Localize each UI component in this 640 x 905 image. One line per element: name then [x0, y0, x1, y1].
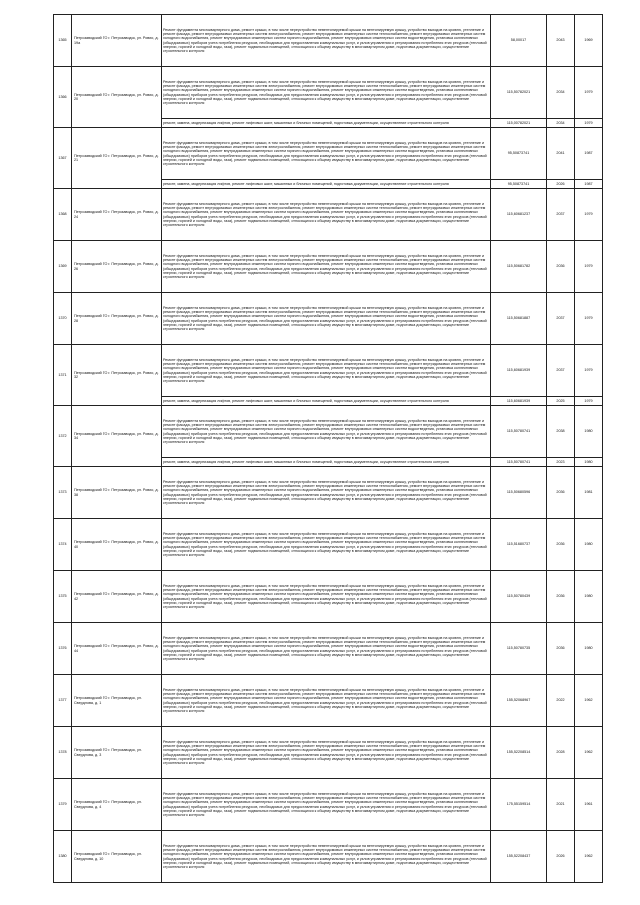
row-number: 1370 [54, 293, 72, 345]
lift-work-description: ремонт, замена, модернизация лифтов, ремонт лифтовых шахт, машинных и блочных помещений, подготовка документации, осуществление строительного контроля [162, 119, 491, 128]
lift-work-description: ремонт, замена, модернизация лифтов, ремонт лифтовых шахт, машинных и блочных помещений, подготовка документации, осуществление строительного контроля [162, 397, 491, 406]
work-description: Ремонт фундамента многоквартирного дома, ремонт крыши, в том числе переустройство невентилируемой крыши на вентилируемую крышу, устройство выходов на кровлю, утепление и ремонт фасада, ремонт внутридомовых инженерных систем электроснабжения, ремонт внутридомовых инженерных систем теплоснабжения, ремонт внутридомовых инженерных систем холодного водоснабжения, ремонт внутридомовых инженерных систем горячего водоснабжения, ремонт внутридомовых инженерных систем водоотведения, установка коллективных (общедомовых) приборов учета потребления ресурсов, необходимых для предоставления коммунальных услуг, и узлов управления и регулирования потребления этих ресурсов (тепловой энергии, горячей и холодной воды, газа), ремонт подвальных помещений, относящихся к общему имуществу в многоквартирном доме, подготовка документации, осуществление строительного контроля [162, 189, 491, 241]
cost-cell: 155,52208437 [491, 831, 547, 883]
lift-built-year-cell: 1987 [575, 180, 603, 189]
table-row [54, 675, 603, 727]
address-cell: Петрозаводский ГО г. Петрозаводск, ул. Ровио, д. 21 [72, 128, 162, 189]
lift-planned-year-cell: 2025 [547, 397, 575, 406]
row-number: 1376 [54, 623, 72, 675]
lift-built-year-cell: 1980 [575, 458, 603, 467]
row-number: 1368 [54, 189, 72, 241]
cost-cell: 115,60681237 [491, 189, 547, 241]
table-row [54, 831, 603, 883]
built-year-cell: 1979 [575, 293, 603, 345]
table-row [54, 467, 603, 519]
cost-cell: 115,50680596 [491, 467, 547, 519]
built-year-cell: 1979 [575, 345, 603, 397]
planned-year-cell: 2036 [547, 519, 575, 571]
planned-year-cell: 2036 [547, 241, 575, 293]
address-cell: Петрозаводский ГО г. Петрозаводск, ул. Ровио, д. 38 [72, 467, 162, 519]
address-cell: Петрозаводский ГО г. Петрозаводск, ул. Ровио, д. 32 [72, 345, 162, 406]
built-year-cell: 1980 [575, 406, 603, 458]
row-number: 1379 [54, 779, 72, 831]
cost-cell: 115,50782021 [491, 67, 547, 119]
cost-cell: 58,00017 [491, 15, 547, 67]
table-row [54, 519, 603, 571]
table-row [54, 128, 603, 180]
row-number: 1380 [54, 831, 72, 883]
address-cell: Петрозаводский ГО г. Петрозаводск, ул. Ровио, д. 34 [72, 406, 162, 467]
lift-work-description: ремонт, замена, модернизация лифтов, ремонт лифтовых шахт, машинных и блочных помещений, подготовка документации, осуществление строительного контроля [162, 458, 491, 467]
built-year-cell: 1962 [575, 831, 603, 883]
work-description: Ремонт фундамента многоквартирного дома, ремонт крыши, в том числе переустройство невентилируемой крыши на вентилируемую крышу, устройство выходов на кровлю, утепление и ремонт фасада, ремонт внутридомовых инженерных систем электроснабжения, ремонт внутридомовых инженерных систем теплоснабжения, ремонт внутридомовых инженерных систем холодного водоснабжения, ремонт внутридомовых инженерных систем горячего водоснабжения, ремонт внутридомовых инженерных систем водоотведения, установка коллективных (общедомовых) приборов учета потребления ресурсов, необходимых для предоставления коммунальных услуг, и узлов управления и регулирования потребления этих ресурсов (тепловой энергии, горячей и холодной воды, газа), ремонт подвальных помещений, относящихся к общему имуществу в многоквартирном доме, подготовка документации, осуществление строительного контроля [162, 831, 491, 883]
table-row [54, 406, 603, 458]
planned-year-cell: 2041 [547, 128, 575, 180]
row-number: 1366 [54, 67, 72, 128]
cost-cell: 175,55159514 [491, 779, 547, 831]
address-cell: Петрозаводский ГО г. Петрозаводск, ул. Ровио, д. 19а [72, 15, 162, 67]
built-year-cell: 1987 [575, 128, 603, 180]
cost-cell: 115,50681887 [491, 293, 547, 345]
cost-cell: 115,50780439 [491, 571, 547, 623]
table-row [54, 67, 603, 119]
built-year-cell: 1981 [575, 467, 603, 519]
planned-year-cell: 2037 [547, 345, 575, 397]
table-row [54, 189, 603, 241]
table-row [54, 345, 603, 397]
address-cell: Петрозаводский ГО г. Петрозаводск, ул. Ровио, д. 28 [72, 293, 162, 345]
work-description: Ремонт фундамента многоквартирного дома, ремонт крыши, в том числе переустройство невентилируемой крыши на вентилируемую крышу, устройство выходов на кровлю, утепление и ремонт фасада, ремонт внутридомовых инженерных систем электроснабжения, ремонт внутридомовых инженерных систем теплоснабжения, ремонт внутридомовых инженерных систем холодного водоснабжения, ремонт внутридомовых инженерных систем горячего водоснабжения, ремонт внутридомовых инженерных систем водоотведения, установка коллективных (общедомовых) приборов учета потребления ресурсов, необходимых для предоставления коммунальных услуг, и узлов управления и регулирования потребления этих ресурсов (тепловой энергии, горячей и холодной воды, газа), ремонт подвальных помещений, относящихся к общему имуществу в многоквартирном доме, подготовка документации, осуществление строительного контроля [162, 467, 491, 519]
planned-year-cell: 2036 [547, 467, 575, 519]
built-year-cell: 1979 [575, 189, 603, 241]
address-cell: Петрозаводский ГО г. Петрозаводск, ул. Свердлова, д. 4 [72, 779, 162, 831]
built-year-cell: 1979 [575, 241, 603, 293]
table-row [54, 241, 603, 293]
table-row [54, 727, 603, 779]
work-description: Ремонт фундамента многоквартирного дома, ремонт крыши, в том числе переустройство невентилируемой крыши на вентилируемую крышу, устройство выходов на кровлю, утепление и ремонт фасада, ремонт внутридомовых инженерных систем электроснабжения, ремонт внутридомовых инженерных систем теплоснабжения, ремонт внутридомовых инженерных систем холодного водоснабжения, ремонт внутридомовых инженерных систем горячего водоснабжения, ремонт внутридомовых инженерных систем водоотведения, установка коллективных (общедомовых) приборов учета потребления ресурсов, необходимых для предоставления коммунальных услуг, и узлов управления и регулирования потребления этих ресурсов (тепловой энергии, горячей и холодной воды, газа), ремонт подвальных помещений, относящихся к общему имуществу в многоквартирном доме, подготовка документации, осуществление строительного контроля [162, 15, 491, 67]
built-year-cell: 1980 [575, 623, 603, 675]
lift-planned-year-cell: 2026 [547, 180, 575, 189]
work-description: Ремонт фундамента многоквартирного дома, ремонт крыши, в том числе переустройство невентилируемой крыши на вентилируемую крышу, устройство выходов на кровлю, утепление и ремонт фасада, ремонт внутридомовых инженерных систем электроснабжения, ремонт внутридомовых инженерных систем теплоснабжения, ремонт внутридомовых инженерных систем холодного водоснабжения, ремонт внутридомовых инженерных систем горячего водоснабжения, ремонт внутридомовых инженерных систем водоотведения, установка коллективных (общедомовых) приборов учета потребления ресурсов, необходимых для предоставления коммунальных услуг, и узлов управления и регулирования потребления этих ресурсов (тепловой энергии, горячей и холодной воды, газа), ремонт подвальных помещений, относящихся к общему имуществу в многоквартирном доме, подготовка документации, осуществление строительного контроля [162, 241, 491, 293]
lift-work-description: ремонт, замена, модернизация лифтов, ремонт лифтовых шахт, машинных и блочных помещений, подготовка документации, осуществление строительного контроля [162, 180, 491, 189]
cost-cell: 115,50780741 [491, 406, 547, 458]
work-description: Ремонт фундамента многоквартирного дома, ремонт крыши, в том числе переустройство невентилируемой крыши на вентилируемую крышу, устройство выходов на кровлю, утепление и ремонт фасада, ремонт внутридомовых инженерных систем электроснабжения, ремонт внутридомовых инженерных систем теплоснабжения, ремонт внутридомовых инженерных систем холодного водоснабжения, ремонт внутридомовых инженерных систем горячего водоснабжения, ремонт внутридомовых инженерных систем водоотведения, установка коллективных (общедомовых) приборов учета потребления ресурсов, необходимых для предоставления коммунальных услуг, и узлов управления и регулирования потребления этих ресурсов (тепловой энергии, горячей и холодной воды, газа), ремонт подвальных помещений, относящихся к общему имуществу в многоквартирном доме, подготовка документации, осуществление строительного контроля [162, 623, 491, 675]
address-cell: Петрозаводский ГО г. Петрозаводск, ул. Ровио, д. 26 [72, 241, 162, 293]
work-description: Ремонт фундамента многоквартирного дома, ремонт крыши, в том числе переустройство невентилируемой крыши на вентилируемую крышу, устройство выходов на кровлю, утепление и ремонт фасада, ремонт внутридомовых инженерных систем электроснабжения, ремонт внутридомовых инженерных систем теплоснабжения, ремонт внутридомовых инженерных систем холодного водоснабжения, ремонт внутридомовых инженерных систем горячего водоснабжения, ремонт внутридомовых инженерных систем водоотведения, установка коллективных (общедомовых) приборов учета потребления ресурсов, необходимых для предоставления коммунальных услуг, и узлов управления и регулирования потребления этих ресурсов (тепловой энергии, горячей и холодной воды, газа), ремонт подвальных помещений, относящихся к общему имуществу в многоквартирном доме, подготовка документации, осуществление строительного контроля [162, 67, 491, 119]
table-row [54, 779, 603, 831]
planned-year-cell: 2036 [547, 623, 575, 675]
planned-year-cell: 2038 [547, 406, 575, 458]
built-year-cell: 1979 [575, 67, 603, 119]
planned-year-cell: 2043 [547, 15, 575, 67]
address-cell: Петрозаводский ГО г. Петрозаводск, ул. Свердлова, д. 1 [72, 675, 162, 727]
row-number: 1369 [54, 241, 72, 293]
cost-cell: 115,51680737 [491, 519, 547, 571]
work-description: Ремонт фундамента многоквартирного дома, ремонт крыши, в том числе переустройство невентилируемой крыши на вентилируемую крышу, устройство выходов на кровлю, утепление и ремонт фасада, ремонт внутридомовых инженерных систем электроснабжения, ремонт внутридомовых инженерных систем теплоснабжения, ремонт внутридомовых инженерных систем холодного водоснабжения, ремонт внутридомовых инженерных систем горячего водоснабжения, ремонт внутридомовых инженерных систем водоотведения, установка коллективных (общедомовых) приборов учета потребления ресурсов, необходимых для предоставления коммунальных услуг, и узлов управления и регулирования потребления этих ресурсов (тепловой энергии, горячей и холодной воды, газа), ремонт подвальных помещений, относящихся к общему имуществу в многоквартирном доме, подготовка документации, осуществление строительного контроля [162, 345, 491, 397]
lift-planned-year-cell: 2034 [547, 119, 575, 128]
table-row [54, 623, 603, 675]
row-number: 1377 [54, 675, 72, 727]
table-body [54, 15, 603, 883]
planned-year-cell: 2026 [547, 831, 575, 883]
table-row [54, 15, 603, 67]
built-year-cell: 1980 [575, 519, 603, 571]
work-description: Ремонт фундамента многоквартирного дома, ремонт крыши, в том числе переустройство невентилируемой крыши на вентилируемую крышу, устройство выходов на кровлю, утепление и ремонт фасада, ремонт внутридомовых инженерных систем электроснабжения, ремонт внутридомовых инженерных систем теплоснабжения, ремонт внутридомовых инженерных систем холодного водоснабжения, ремонт внутридомовых инженерных систем горячего водоснабжения, ремонт внутридомовых инженерных систем водоотведения, установка коллективных (общедомовых) приборов учета потребления ресурсов, необходимых для предоставления коммунальных услуг, и узлов управления и регулирования потребления этих ресурсов (тепловой энергии, горячей и холодной воды, газа), ремонт подвальных помещений, относящихся к общему имуществу в многоквартирном доме, подготовка документации, осуществление строительного контроля [162, 519, 491, 571]
cost-cell: 155,52208514 [491, 727, 547, 779]
planned-year-cell: 2037 [547, 293, 575, 345]
planned-year-cell: 2021 [547, 779, 575, 831]
row-number: 1367 [54, 128, 72, 189]
lift-cost-cell: 115,60681939 [491, 397, 547, 406]
row-number: 1372 [54, 406, 72, 467]
work-description: Ремонт фундамента многоквартирного дома, ремонт крыши, в том числе переустройство невентилируемой крыши на вентилируемую крышу, устройство выходов на кровлю, утепление и ремонт фасада, ремонт внутридомовых инженерных систем электроснабжения, ремонт внутридомовых инженерных систем теплоснабжения, ремонт внутридомовых инженерных систем холодного водоснабжения, ремонт внутридомовых инженерных систем горячего водоснабжения, ремонт внутридомовых инженерных систем водоотведения, установка коллективных (общедомовых) приборов учета потребления ресурсов, необходимых для предоставления коммунальных услуг, и узлов управления и регулирования потребления этих ресурсов (тепловой энергии, горячей и холодной воды, газа), ремонт подвальных помещений, относящихся к общему имуществу в многоквартирном доме, подготовка документации, осуществление строительного контроля [162, 779, 491, 831]
work-description: Ремонт фундамента многоквартирного дома, ремонт крыши, в том числе переустройство невентилируемой крыши на вентилируемую крышу, устройство выходов на кровлю, утепление и ремонт фасада, ремонт внутридомовых инженерных систем электроснабжения, ремонт внутридомовых инженерных систем теплоснабжения, ремонт внутридомовых инженерных систем холодного водоснабжения, ремонт внутридомовых инженерных систем горячего водоснабжения, ремонт внутридомовых инженерных систем водоотведения, установка коллективных (общедомовых) приборов учета потребления ресурсов, необходимых для предоставления коммунальных услуг, и узлов управления и регулирования потребления этих ресурсов (тепловой энергии, горячей и холодной воды, газа), ремонт подвальных помещений, относящихся к общему имуществу в многоквартирном доме, подготовка документации, осуществление строительного контроля [162, 293, 491, 345]
work-description: Ремонт фундамента многоквартирного дома, ремонт крыши, в том числе переустройство невентилируемой крыши на вентилируемую крышу, устройство выходов на кровлю, утепление и ремонт фасада, ремонт внутридомовых инженерных систем электроснабжения, ремонт внутридомовых инженерных систем теплоснабжения, ремонт внутридомовых инженерных систем холодного водоснабжения, ремонт внутридомовых инженерных систем горячего водоснабжения, ремонт внутридомовых инженерных систем водоотведения, установка коллективных (общедомовых) приборов учета потребления ресурсов, необходимых для предоставления коммунальных услуг, и узлов управления и регулирования потребления этих ресурсов (тепловой энергии, горячей и холодной воды, газа), ремонт подвальных помещений, относящихся к общему имуществу в многоквартирном доме, подготовка документации, осуществление строительного контроля [162, 675, 491, 727]
address-cell: Петрозаводский ГО г. Петрозаводск, ул. Ровио, д. 20 [72, 67, 162, 128]
cost-cell: 115,50681782 [491, 241, 547, 293]
work-description: Ремонт фундамента многоквартирного дома, ремонт крыши, в том числе переустройство невентилируемой крыши на вентилируемую крышу, устройство выходов на кровлю, утепление и ремонт фасада, ремонт внутридомовых инженерных систем электроснабжения, ремонт внутридомовых инженерных систем теплоснабжения, ремонт внутридомовых инженерных систем холодного водоснабжения, ремонт внутридомовых инженерных систем горячего водоснабжения, ремонт внутридомовых инженерных систем водоотведения, установка коллективных (общедомовых) приборов учета потребления ресурсов, необходимых для предоставления коммунальных услуг, и узлов управления и регулирования потребления этих ресурсов (тепловой энергии, горячей и холодной воды, газа), ремонт подвальных помещений, относящихся к общему имуществу в многоквартирном доме, подготовка документации, осуществление строительного контроля [162, 571, 491, 623]
planned-year-cell: 2028 [547, 727, 575, 779]
lift-cost-cell: 115,00782021 [491, 119, 547, 128]
address-cell: Петрозаводский ГО г. Петрозаводск, ул. Ровио, д. 24 [72, 189, 162, 241]
built-year-cell: 1961 [575, 779, 603, 831]
row-number: 1365 [54, 15, 72, 67]
built-year-cell: 1962 [575, 727, 603, 779]
address-cell: Петрозаводский ГО г. Петрозаводск, ул. Свердлова, д. 10 [72, 831, 162, 883]
address-cell: Петрозаводский ГО г. Петрозаводск, ул. Ровио, д. 44 [72, 623, 162, 675]
lift-cost-cell: 95,50873741 [491, 180, 547, 189]
row-number: 1374 [54, 519, 72, 571]
planned-year-cell: 2037 [547, 189, 575, 241]
work-description: Ремонт фундамента многоквартирного дома, ремонт крыши, в том числе переустройство невентилируемой крыши на вентилируемую крышу, устройство выходов на кровлю, утепление и ремонт фасада, ремонт внутридомовых инженерных систем электроснабжения, ремонт внутридомовых инженерных систем теплоснабжения, ремонт внутридомовых инженерных систем холодного водоснабжения, ремонт внутридомовых инженерных систем горячего водоснабжения, ремонт внутридомовых инженерных систем водоотведения, установка коллективных (общедомовых) приборов учета потребления ресурсов, необходимых для предоставления коммунальных услуг, и узлов управления и регулирования потребления этих ресурсов (тепловой энергии, горячей и холодной воды, газа), ремонт подвальных помещений, относящихся к общему имуществу в многоквартирном доме, подготовка документации, осуществление строительного контроля [162, 727, 491, 779]
lift-built-year-cell: 1979 [575, 397, 603, 406]
address-cell: Петрозаводский ГО г. Петрозаводск, ул. Ровио, д. 40 [72, 519, 162, 571]
planned-year-cell: 2034 [547, 67, 575, 119]
cost-cell: 95,50873741 [491, 128, 547, 180]
work-description: Ремонт фундамента многоквартирного дома, ремонт крыши, в том числе переустройство невентилируемой крыши на вентилируемую крышу, устройство выходов на кровлю, утепление и ремонт фасада, ремонт внутридомовых инженерных систем электроснабжения, ремонт внутридомовых инженерных систем теплоснабжения, ремонт внутридомовых инженерных систем холодного водоснабжения, ремонт внутридомовых инженерных систем горячего водоснабжения, ремонт внутридомовых инженерных систем водоотведения, установка коллективных (общедомовых) приборов учета потребления ресурсов, необходимых для предоставления коммунальных услуг, и узлов управления и регулирования потребления этих ресурсов (тепловой энергии, горячей и холодной воды, газа), ремонт подвальных помещений, относящихся к общему имуществу в многоквартирном доме, подготовка документации, осуществление строительного контроля [162, 128, 491, 180]
address-cell: Петрозаводский ГО г. Петрозаводск, ул. Ровио, д. 42 [72, 571, 162, 623]
planned-year-cell: 2036 [547, 571, 575, 623]
table-row [54, 293, 603, 345]
cost-cell: 155,52068967 [491, 675, 547, 727]
row-number: 1373 [54, 467, 72, 519]
cost-cell: 115,50780735 [491, 623, 547, 675]
cost-cell: 115,60681939 [491, 345, 547, 397]
table-row [54, 571, 603, 623]
work-description: Ремонт фундамента многоквартирного дома, ремонт крыши, в том числе переустройство невентилируемой крыши на вентилируемую крышу, устройство выходов на кровлю, утепление и ремонт фасада, ремонт внутридомовых инженерных систем электроснабжения, ремонт внутридомовых инженерных систем теплоснабжения, ремонт внутридомовых инженерных систем холодного водоснабжения, ремонт внутридомовых инженерных систем горячего водоснабжения, ремонт внутридомовых инженерных систем водоотведения, установка коллективных (общедомовых) приборов учета потребления ресурсов, необходимых для предоставления коммунальных услуг, и узлов управления и регулирования потребления этих ресурсов (тепловой энергии, горячей и холодной воды, газа), ремонт подвальных помещений, относящихся к общему имуществу в многоквартирном доме, подготовка документации, осуществление строительного контроля [162, 406, 491, 458]
planned-year-cell: 2022 [547, 675, 575, 727]
address-cell: Петрозаводский ГО г. Петрозаводск, ул. Свердлова, д. 3 [72, 727, 162, 779]
capital-repair-table [53, 14, 593, 883]
built-year-cell: 1962 [575, 675, 603, 727]
row-number: 1375 [54, 571, 72, 623]
row-number: 1371 [54, 345, 72, 406]
built-year-cell: 1969 [575, 15, 603, 67]
lift-cost-cell: 115,50780741 [491, 458, 547, 467]
row-number: 1378 [54, 727, 72, 779]
lift-built-year-cell: 1979 [575, 119, 603, 128]
built-year-cell: 1980 [575, 571, 603, 623]
lift-planned-year-cell: 2023 [547, 458, 575, 467]
